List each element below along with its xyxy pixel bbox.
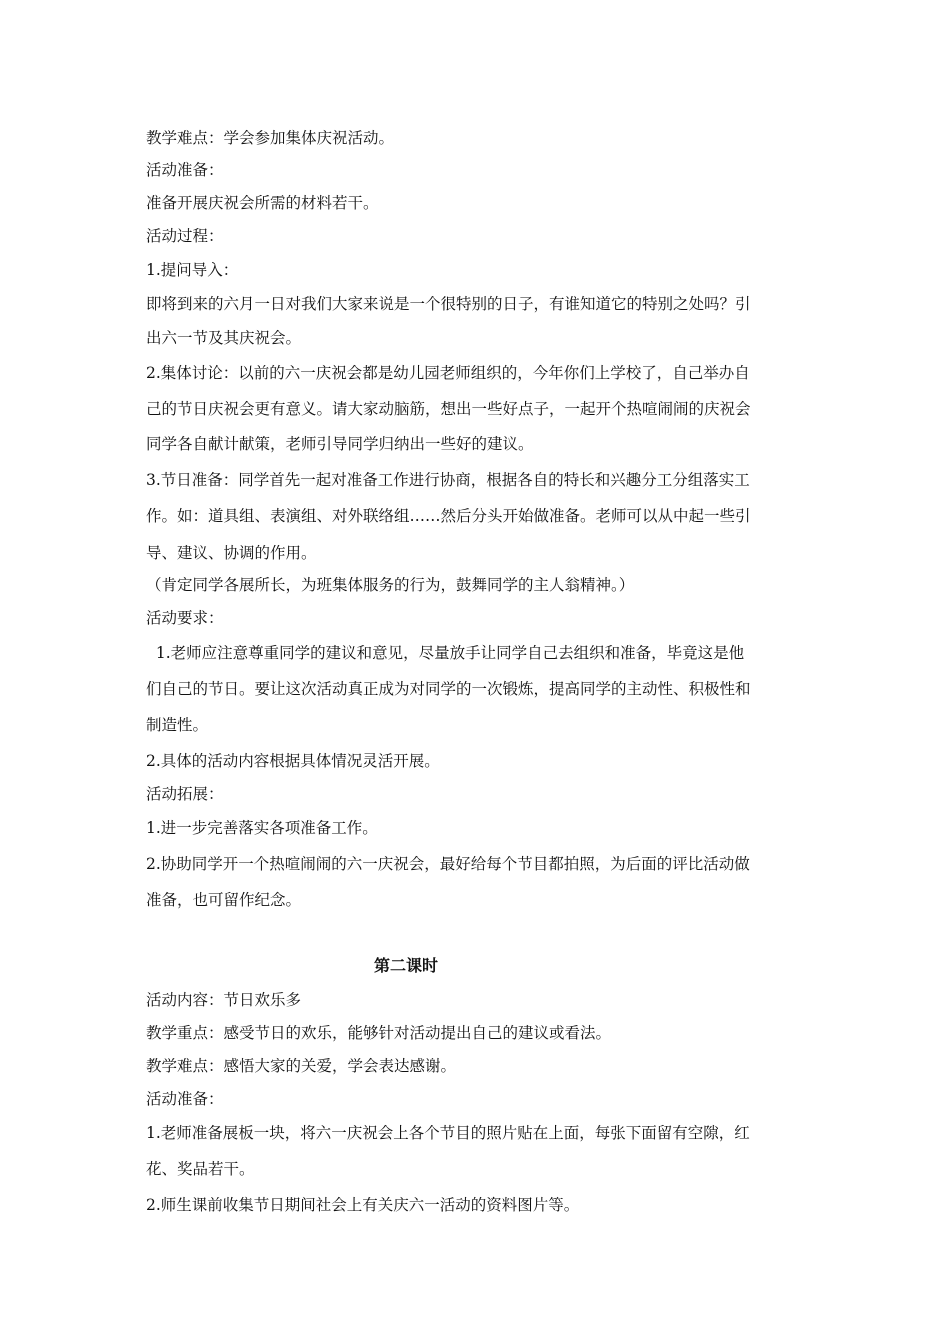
text-line: 们自己的节日。要让这次活动真正成为对同学的一次锻炼，提高同学的主动性、积极性和 <box>146 680 751 698</box>
text-line: 2.具体的活动内容根据具体情况灵活开展。 <box>146 752 440 770</box>
text-line: 3.节日准备：同学首先一起对准备工作进行协商，根据各自的特长和兴趣分工分组落实工 <box>146 471 750 489</box>
text-line: 活动内容：节日欢乐多 <box>146 991 302 1009</box>
text-line: 即将到来的六月一日对我们大家来说是一个很特别的日子，有谁知道它的特别之处吗？引 <box>146 295 751 313</box>
text-line: 1.老师准备展板一块，将六一庆祝会上各个节目的照片贴在上面，每张下面留有空隙，红 <box>146 1124 750 1142</box>
text-line: 花、奖品若干。 <box>146 1160 255 1178</box>
text-line: 活动拓展： <box>146 785 224 803</box>
text-line: 准备开展庆祝会所需的材料若干。 <box>146 194 379 212</box>
text-line: 制造性。 <box>146 716 209 734</box>
section-heading: 第二课时 <box>373 956 438 975</box>
text-line: 教学难点：学会参加集体庆祝活动。 <box>146 129 395 147</box>
text-line: 活动准备： <box>146 1090 224 1108</box>
text-line: 教学重点：感受节日的欢乐，能够针对活动提出自己的建议或看法。 <box>146 1024 612 1042</box>
text-line: 活动过程： <box>146 227 224 245</box>
text-line: 出六一节及其庆祝会。 <box>146 329 302 347</box>
text-line: 1.提问导入： <box>146 261 239 279</box>
text-line: 导、建议、协调的作用。 <box>146 544 317 562</box>
text-line: 准备，也可留作纪念。 <box>146 891 302 909</box>
text-line: 活动准备： <box>146 161 224 179</box>
text-line: （肯定同学各展所长，为班集体服务的行为，鼓舞同学的主人翁精神。） <box>146 576 635 594</box>
text-line: 1.老师应注意尊重同学的建议和意见，尽量放手让同学自己去组织和准备，毕竟这是他 <box>146 644 745 662</box>
text-line: 教学难点：感悟大家的关爱，学会表达感谢。 <box>146 1057 457 1075</box>
text-line: 2.师生课前收集节日期间社会上有关庆六一活动的资料图片等。 <box>146 1196 580 1214</box>
text-line: 同学各自献计献策，老师引导同学归纳出一些好的建议。 <box>146 435 534 453</box>
text-line: 活动要求： <box>146 609 224 627</box>
text-line: 1.进一步完善落实各项准备工作。 <box>146 819 378 837</box>
text-line: 2.集体讨论：以前的六一庆祝会都是幼儿园老师组织的，今年你们上学校了，自己举办自 <box>146 364 750 382</box>
text-line: 己的节日庆祝会更有意义。请大家动脑筋，想出一些好点子，一起开个热喧闹闹的庆祝会 <box>146 400 751 418</box>
text-line: 2.协助同学开一个热喧闹闹的六一庆祝会，最好给每个节目都拍照，为后面的评比活动做 <box>146 855 750 873</box>
text-line: 作。如：道具组、表演组、对外联络组……然后分头开始做准备。老师可以从中起一些引 <box>146 507 751 525</box>
